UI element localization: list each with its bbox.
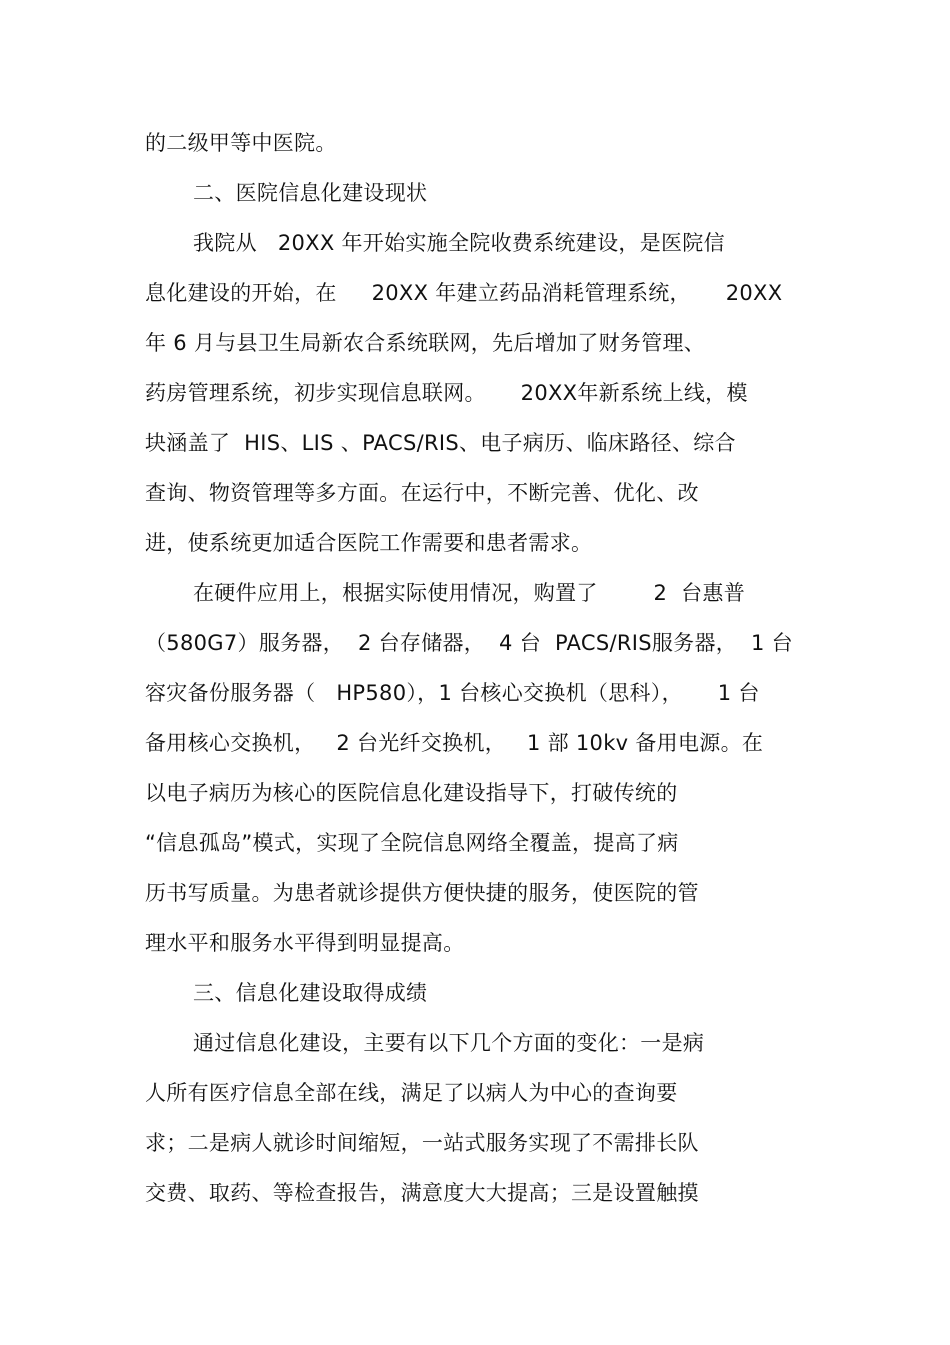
paragraph-line: 理水平和服务水平得到明显提高。 (145, 931, 465, 955)
section-heading: 二、医院信息化建设现状 (193, 181, 428, 205)
paragraph-line: 在硬件应用上，根据实际使用情况，购置了 2 台惠普 (193, 581, 746, 605)
paragraph-line: 人所有医疗信息全部在线，满足了以病人为中心的查询要 (145, 1081, 678, 1105)
paragraph-line: “信息孤岛”模式，实现了全院信息网络全覆盖，提高了病 (145, 831, 679, 855)
paragraph-line: 历书写质量。为患者就诊提供方便快捷的服务，使医院的管 (145, 881, 699, 905)
paragraph-line: 容灾备份服务器（ HP580），1 台核心交换机（思科）， 1 台 (145, 681, 760, 705)
paragraph-line: 的二级甲等中医院。 (145, 131, 337, 155)
paragraph-line: 备用核心交换机， 2 台光纤交换机， 1 部 10kv 备用电源。在 (145, 731, 764, 755)
paragraph-line: 块涵盖了 HIS、LIS 、PACS/RIS、电子病历、临床路径、综合 (145, 431, 736, 455)
paragraph-line: 息化建设的开始，在 20XX 年建立药品消耗管理系统， 20XX (145, 281, 783, 305)
section-heading: 三、信息化建设取得成绩 (193, 981, 428, 1005)
paragraph-line: 进，使系统更加适合医院工作需要和患者需求。 (145, 531, 593, 555)
paragraph-line: （580G7）服务器， 2 台存储器， 4 台 PACS/RIS服务器， 1 台 (145, 631, 793, 655)
paragraph-line: 查询、物资管理等多方面。在运行中，不断完善、优化、改 (145, 481, 699, 505)
paragraph-line: 以电子病历为核心的医院信息化建设指导下，打破传统的 (145, 781, 678, 805)
paragraph-line: 交费、取药、等检查报告，满意度大大提高；三是设置触摸 (145, 1181, 699, 1205)
paragraph-line: 年 6 月与县卫生局新农合系统联网，先后增加了财务管理、 (145, 331, 706, 355)
paragraph-line: 求；二是病人就诊时间缩短，一站式服务实现了不需排长队 (145, 1131, 699, 1155)
paragraph-line: 药房管理系统，初步实现信息联网。 20XX年新系统上线，模 (145, 381, 748, 405)
paragraph-line: 通过信息化建设，主要有以下几个方面的变化：一是病 (193, 1031, 705, 1055)
paragraph-line: 我院从 20XX 年开始实施全院收费系统建设，是医院信 (193, 231, 725, 255)
